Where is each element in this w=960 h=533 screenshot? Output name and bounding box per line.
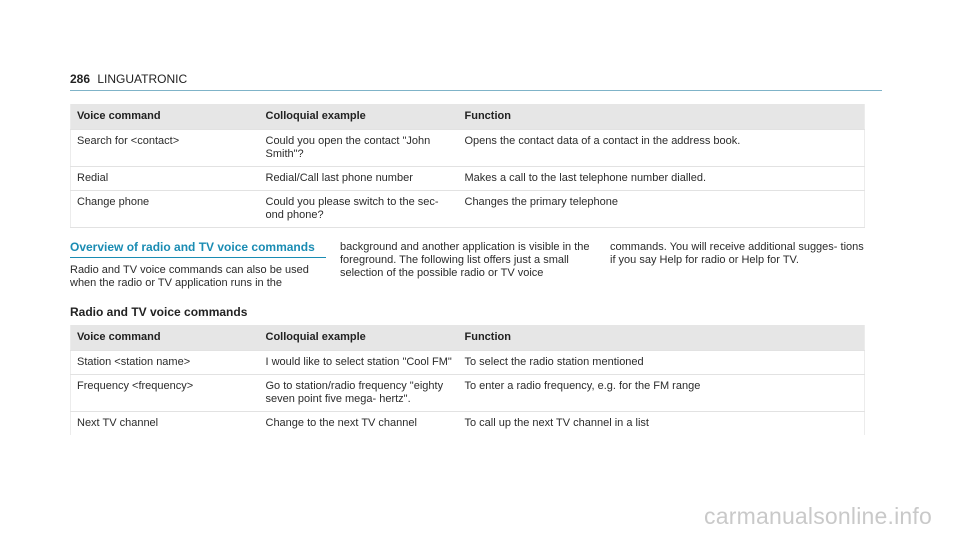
table-header-row (71, 104, 865, 130)
cell-voice-command: Redial (71, 167, 260, 191)
overview-section-title: Overview of radio and TV voice commands (70, 240, 315, 254)
overview-paragraph-col3: commands. You will receive additional sugges- tions if you say Help for radio or Help for TV. (610, 241, 864, 266)
column-header-function: Function (459, 325, 865, 351)
cell-voice-command: Search for <contact> (71, 130, 260, 167)
cell-colloquial-example: I would like to select station "Cool FM" (260, 351, 459, 375)
table-row (71, 412, 865, 436)
cell-voice-command: Change phone (71, 191, 260, 228)
table-row (71, 130, 865, 167)
column-header-colloquial-example: Colloquial example (260, 325, 459, 351)
cell-colloquial-example: Could you open the contact "John Smith"? (260, 130, 459, 167)
page-number: 286 (70, 72, 91, 86)
radio-tv-commands-heading: Radio and TV voice commands (70, 305, 248, 319)
table-row (71, 191, 865, 228)
page-header (70, 72, 187, 86)
cell-function: To enter a radio frequency, e.g. for the FM range (459, 375, 865, 412)
cell-function: Makes a call to the last telephone number dialled. (459, 167, 865, 191)
cell-colloquial-example: Go to station/radio frequency "eighty seven point five mega- hertz". (260, 375, 459, 412)
cell-colloquial-example: Change to the next TV channel (260, 412, 459, 436)
cell-voice-command: Next TV channel (71, 412, 260, 436)
header-divider (70, 90, 882, 91)
table-row (71, 167, 865, 191)
cell-voice-command: Frequency <frequency> (71, 375, 260, 412)
table-row (71, 351, 865, 375)
section-title-underline (70, 257, 326, 258)
cell-colloquial-example: Redial/Call last phone number (260, 167, 459, 191)
column-header-function: Function (459, 104, 865, 130)
table-header-row (71, 325, 865, 351)
radio-tv-commands-table (70, 325, 865, 435)
cell-function: To select the radio station mentioned (459, 351, 865, 375)
watermark: carmanualsonline.info (704, 503, 932, 529)
column-header-colloquial-example: Colloquial example (260, 104, 459, 130)
overview-paragraph-col2: background and another application is visible in the foreground. The following list offers just a small selection of the possible radio or TV voice (340, 241, 590, 279)
cell-function: Changes the primary telephone (459, 191, 865, 228)
cell-voice-command: Station <station name> (71, 351, 260, 375)
column-header-voice-command: Voice command (71, 104, 260, 130)
cell-colloquial-example: Could you please switch to the sec- ond phone? (260, 191, 459, 228)
cell-function: To call up the next TV channel in a list (459, 412, 865, 436)
overview-paragraph-col1: Radio and TV voice commands can also be used when the radio or TV application runs in the (70, 264, 309, 289)
cell-function: Opens the contact data of a contact in the address book. (459, 130, 865, 167)
table-row (71, 375, 865, 412)
section-name: LINGUATRONIC (97, 72, 188, 86)
column-header-voice-command: Voice command (71, 325, 260, 351)
phone-commands-table (70, 104, 865, 228)
